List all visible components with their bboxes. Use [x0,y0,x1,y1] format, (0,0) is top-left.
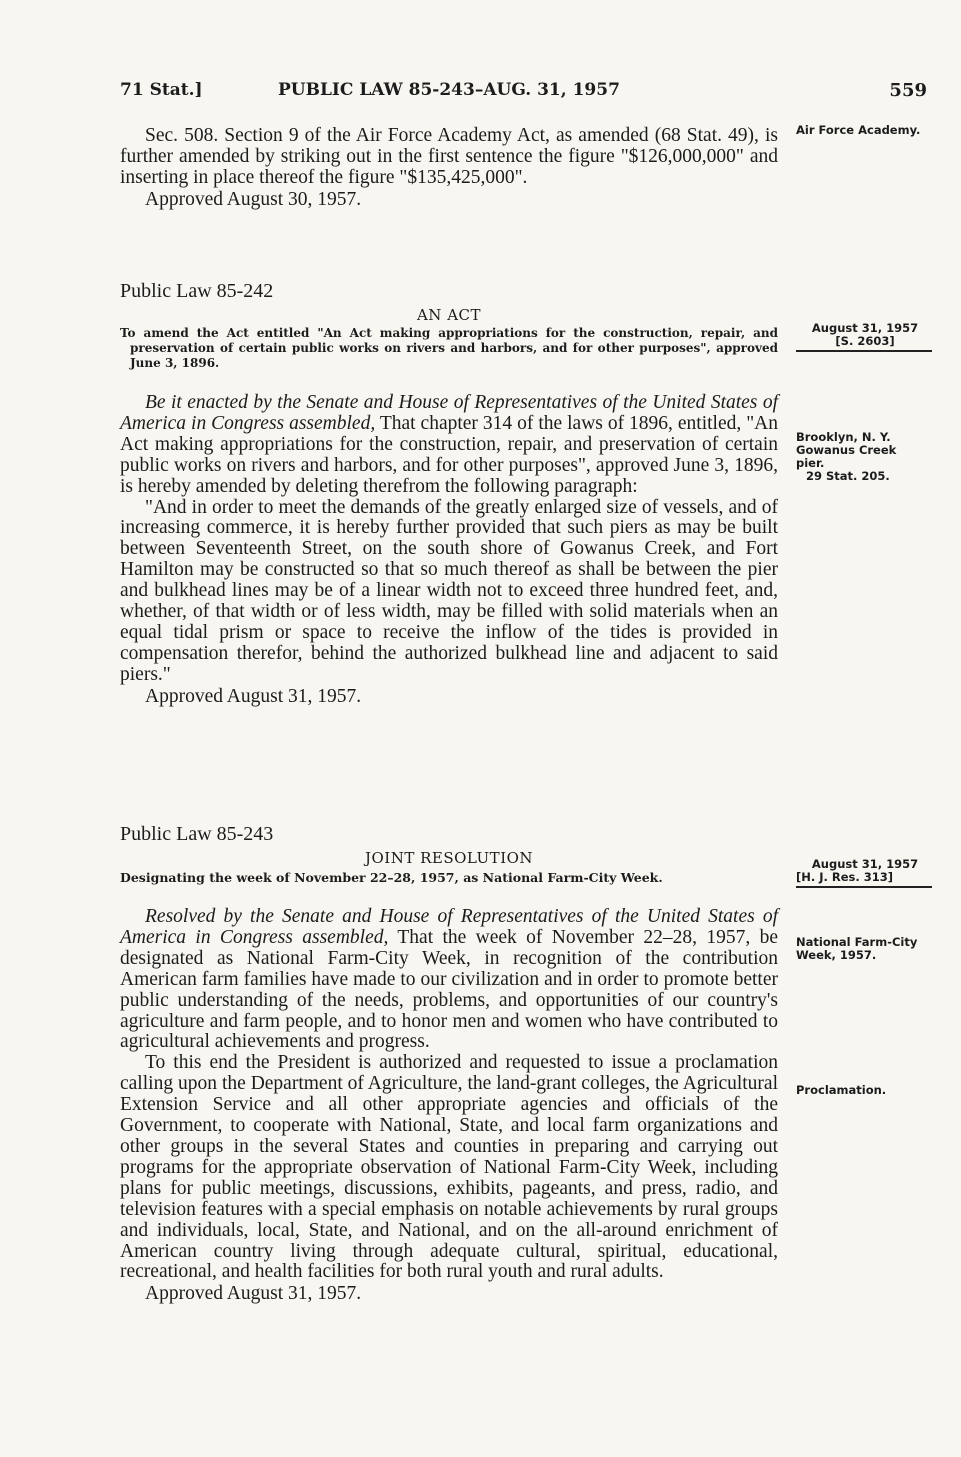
margin-note-date-s2603 [796,322,934,352]
margin-note-date-hjres313 [796,858,934,888]
approved-line: Approved August 30, 1957. [145,188,362,210]
doc-type: AN ACT [416,306,482,324]
doc-type: JOINT RESOLUTION [364,849,534,867]
bill-note: [H. J. Res. 313] [796,870,894,884]
resolution-para1: That the week of November 22–28, 1957, be designated as National Farm-City Week, in recognition of the contribution American farm families have made to our civilization and in order to promote better public understanding of the needs, problems, and opportunities of our country's agriculture and farm people, and to honor men and women who have contributed to agricultural achievements and progress. [120,926,779,1053]
divider [796,350,932,352]
act-caption: To amend the Act entitled "An Act making appropriations for the construction, repair, and preservation of certain public works on rivers and harbors, and for other purposes", approved June 3, 1896. [120,326,778,370]
resolution-caption: Designating the week of November 22–28, 1957, as National Farm-City Week. [120,870,663,885]
divider [796,886,932,888]
margin-note-proclamation: Proclamation. [796,1083,887,1097]
running-head-title: PUBLIC LAW 85-243–AUG. 31, 1957 [278,80,620,100]
bill-note: [S. 2603] [835,334,895,348]
law-number: Public Law 85-243 [120,823,274,845]
resolving-text [120,907,778,1053]
law-number: Public Law 85-242 [120,280,274,302]
date-note: August 31, 1957 [811,321,919,335]
public-law-85-243 [120,823,778,1305]
act-body: That chapter 314 of the laws of 1896, entitled, "An Act making appropriations for the construction, repair, and preservation of certain public works on rivers and harbors, and for other purposes", approved June 3, 1896, is hereby amended by deleting therefrom the following paragraph: [120,412,779,497]
margin-note-farm-city-week: National Farm-City Week, 1957. [796,935,918,962]
margin-note-air-force-academy: Air Force Academy. [796,123,921,137]
date-note: August 31, 1957 [811,857,919,871]
public-law-85-242 [120,280,778,708]
approved-line: Approved August 31, 1957. [145,685,362,707]
page-number: 559 [889,80,927,101]
section-508 [120,126,778,211]
section-508-text: Sec. 508. Section 9 of the Air Force Academy Act, as amended (68 Stat. 49), is further amended by striking out in the first sentence the figure "$126,000,000" and inserting in place thereof the figure "$135,425,000". [120,125,778,188]
approved-line: Approved August 31, 1957. [145,1283,362,1305]
margin-note-brooklyn [796,431,928,483]
quoted-paragraph: "And in order to meet the demands of the greatly enlarged size of vessels, and of increasing commerce, it is hereby further provided that such piers as may be built between Seventeenth Street, on the south shore of Gowanus Creek, and Fort Hamilton may be constructed so that so much thereof as shall be between the pier and bulkhead lines may be of a linear width not to exceed three hundred feet, and, whether, of that width or of less width, may be filled with solid materials when an equal tidal prism or space to receive the inflow of the tides is provided in compensation therefor, behind the authorized bulkhead line and adjacent to said piers." [120,496,778,685]
resolving-clause: Resolved by the Senate and House of Representatives of the United States of America in Congress assembled, [120,906,778,948]
citation-note: 29 Stat. 205. [806,469,890,483]
place-note: Brooklyn, N. Y. Gowanus Creek pier. [796,430,897,470]
enacting-text [120,393,778,498]
resolution-para2: To this end the President is authorized and requested to issue a proclamation calling upon the Department of Agriculture, the land-grant colleges, the Agricultural Extension Service and all other appropriate agencies and officials of the Government, to cooperate with National, State, and local farm organizations and other groups in the several States and counties in preparing and carrying out programs for the appropriate observation of National Farm-City Week, including plans for public meetings, discussions, exhibits, pageants, and press, radio, and television features with a special emphasis on notable achievements by rural groups and individuals, local, State, and National, and on the all-around enrichment of American country living through adequate cultural, spiritual, educational, recreational, and health facilities for both rural youth and rural adults. [120,1052,778,1283]
running-head-volume: 71 Stat.] [120,80,203,100]
enacting-clause: Be it enacted by the Senate and House of Representatives of the United States of America in Congress assembled, [120,392,778,434]
